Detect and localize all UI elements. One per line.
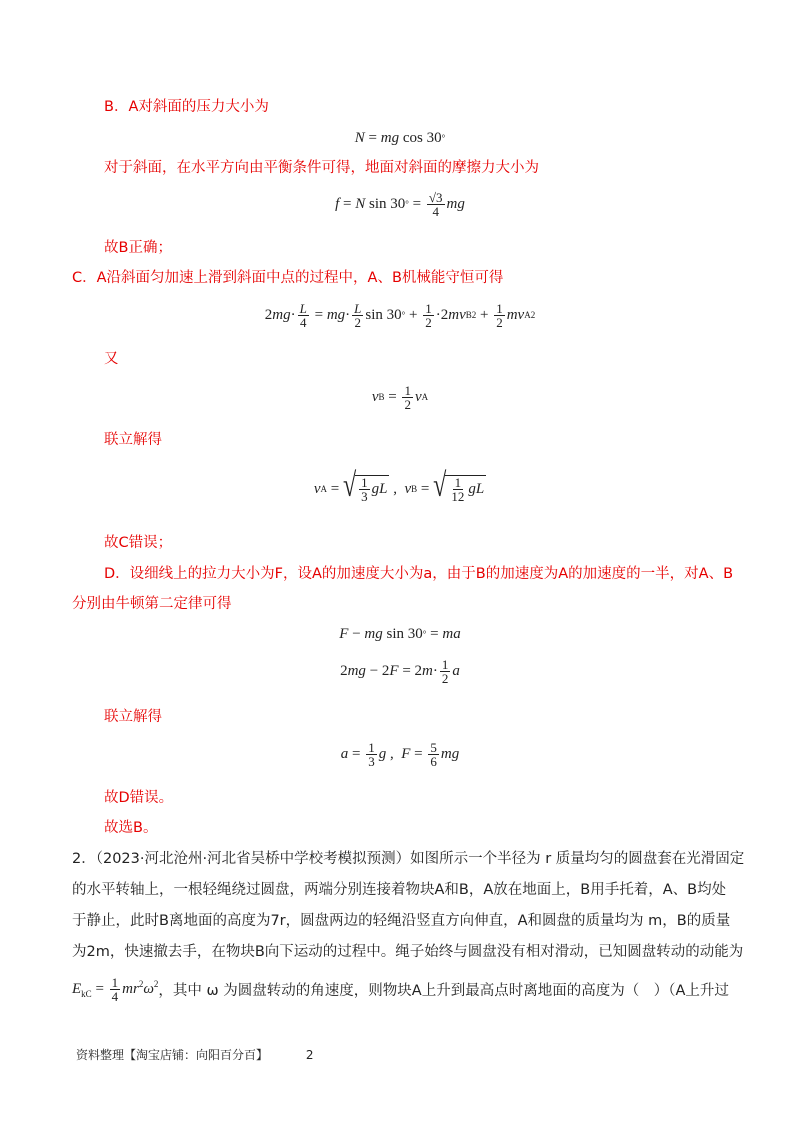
friction-frac-num: √3 bbox=[428, 189, 443, 205]
question-line-5 bbox=[72, 970, 729, 1008]
option-d-line2: 分别由牛顿第二定律可得 bbox=[72, 596, 232, 612]
equation-velocity-relation: v B = $\frac{1}{2}$ v A bbox=[371, 382, 429, 412]
option-b-label: B．A对斜面的压力大小为 bbox=[104, 99, 269, 115]
final-answer: 故选B。 bbox=[104, 820, 158, 836]
option-c-also: 又 bbox=[104, 351, 119, 367]
question-line-1: 2．（2023·河北沧州·河北省吴桥中学校考模拟预测）如图所示一个半径为 r 质量均匀的圆盘套在光滑固定 bbox=[72, 851, 745, 867]
equation-friction: f = N sin 30 ° = $\frac{√3}{4}$ mg bbox=[335, 189, 465, 219]
option-b-text2: 对于斜面，在水平方向由平衡条件可得，地面对斜面的摩擦力大小为 bbox=[104, 160, 539, 176]
equation-newton-a: F − mg sin 30 ° = ma bbox=[339, 625, 461, 642]
option-c-solve: 联立解得 bbox=[104, 432, 162, 448]
option-d-line1: D．设细线上的拉力大小为F，设A的加速度大小为a，由于B的加速度为A的加速度的一半，对A、B bbox=[104, 566, 734, 582]
page-footer bbox=[76, 1046, 313, 1063]
equation-normal-force: N = mg cos 30 ° bbox=[354, 129, 446, 146]
option-d-conclusion: 故D错误。 bbox=[104, 790, 174, 806]
option-c-label: C．A沿斜面匀加速上滑到斜面中点的过程中，A、B机械能守恒可得 bbox=[72, 270, 504, 286]
friction-frac-den: 4 bbox=[432, 203, 439, 219]
question-line-4: 为2m，快速撤去手，在物块B向下运动的过程中。绳子始终与圆盘没有相对滑动，已知圆盘转动的动能为 bbox=[72, 944, 744, 960]
question-line-3: 于静止，此时B离地面的高度为7r，圆盘两边的轻绳沿竖直方向伸直，A和圆盘的质量均为 m，B的质量 bbox=[72, 913, 731, 929]
option-b-conclusion: 故B正确； bbox=[104, 240, 172, 256]
equation-newton-b: 2 mg − 2 F = 2 m · $\frac{1}{2}$ a bbox=[340, 656, 460, 686]
option-d-solve: 联立解得 bbox=[104, 709, 162, 725]
question-line-2: 的水平转轴上，一根轻绳绕过圆盘，两端分别连接着物块A和B，A放在地面上，B用手托着，A、B均处 bbox=[72, 882, 727, 898]
equation-energy-conservation: 2 mg · $\frac{L}{4}$ = mg · $\frac{L}{2}$ sin 30 ° + $\frac{1}{2}$ ·2 mv B 2 + $\frac{1}{2}$ mv A 2 bbox=[264, 300, 536, 330]
equation-results: a = $\frac{1}{3}$ g , F = $\frac{5}{6}$ mg bbox=[340, 739, 460, 769]
option-c-conclusion: 故C错误； bbox=[104, 535, 173, 551]
equation-velocities: v A = √ $\frac{1}{3}$ gL , v B = √ $\frac{1}{12}$ gL bbox=[313, 468, 485, 505]
friction-rhs: mg bbox=[446, 195, 465, 212]
footer-source: 资料整理【淘宝店铺：向阳百分百】 bbox=[76, 1048, 269, 1062]
kinetic-energy-formula: $E_{kC}$ = $\frac{1}{4}$ $mr^2\omega^2$ bbox=[72, 974, 159, 1004]
question-line-5-text: ，其中 ω 为圆盘转动的角速度，则物块A上升到最高点时离地面的高度为（ ）（A上升过 bbox=[158, 982, 729, 999]
page-number: 2 bbox=[305, 1048, 314, 1062]
